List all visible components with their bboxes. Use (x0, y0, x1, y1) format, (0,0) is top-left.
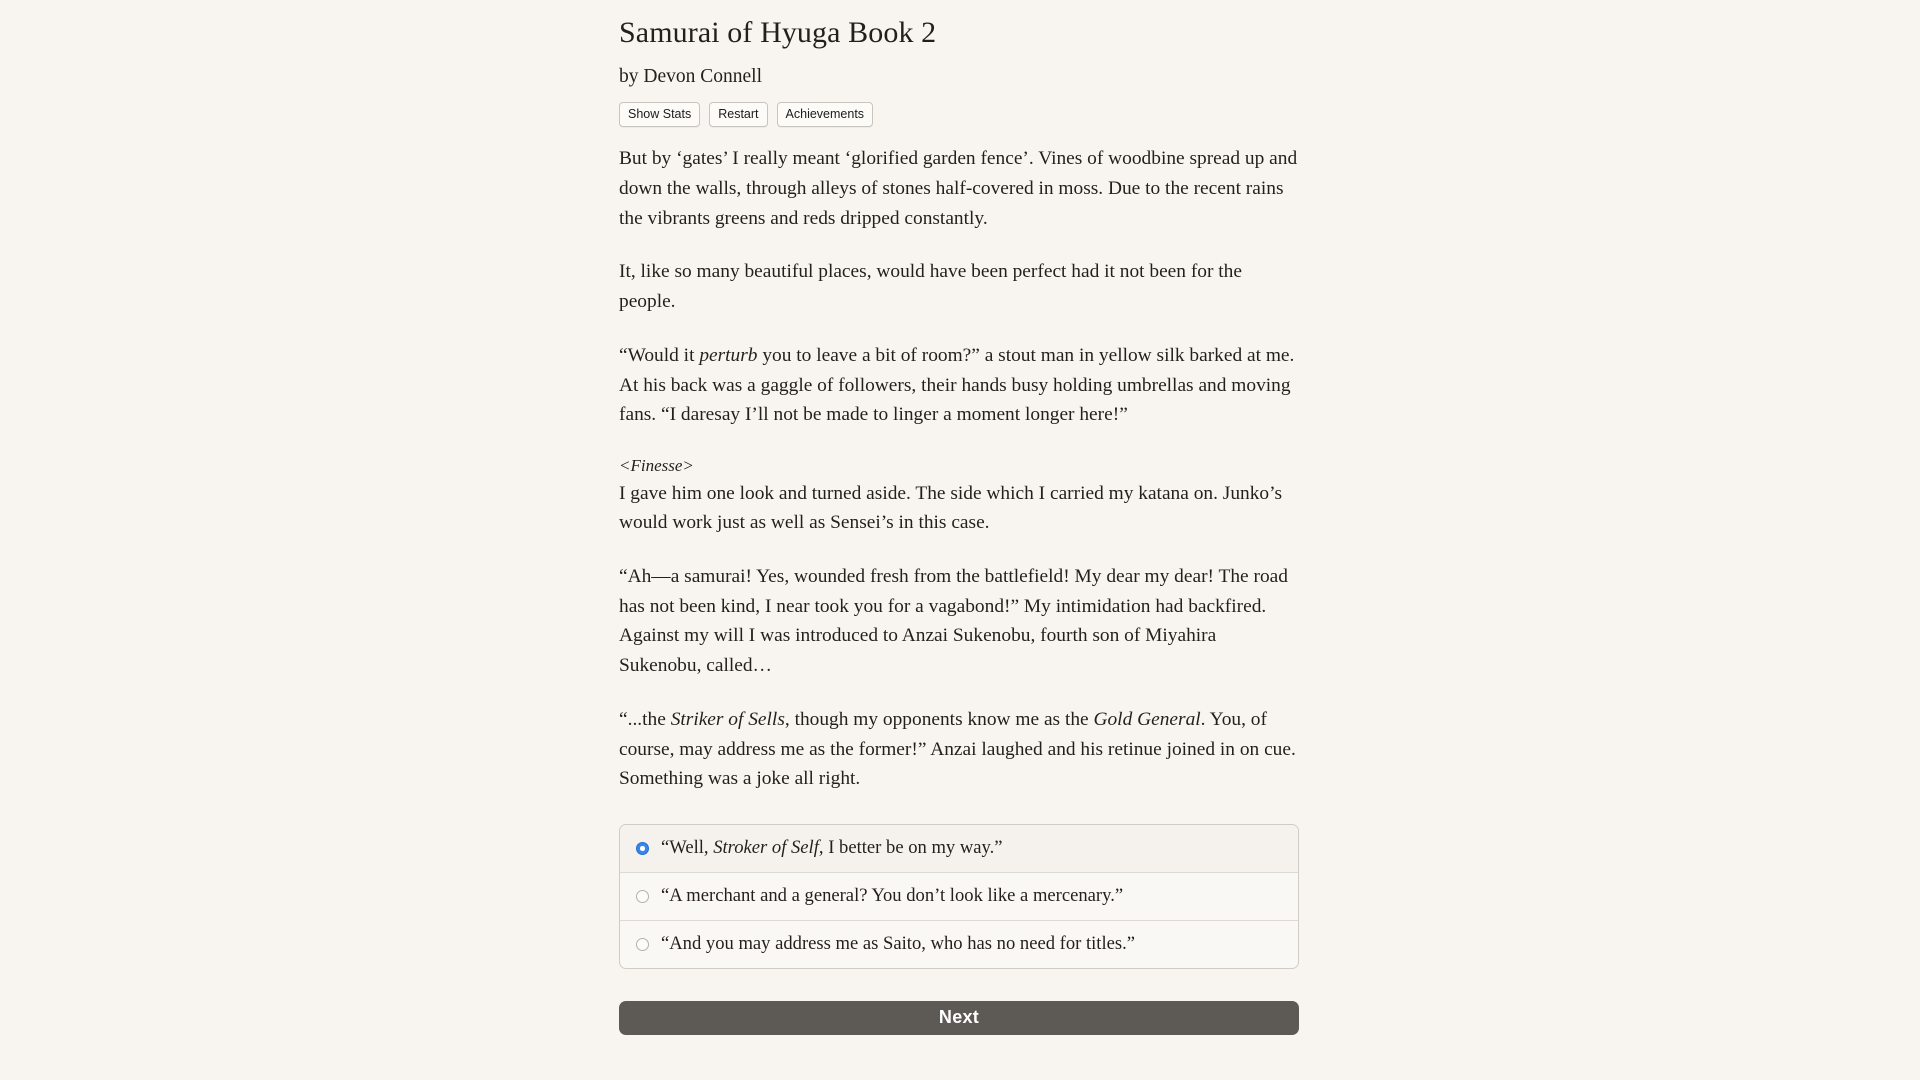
choice-option-1[interactable] (620, 825, 1298, 873)
radio-button-icon-2[interactable] (636, 890, 649, 903)
story-paragraph-1: But by ‘gates’ I really meant ‘glorified garden fence’. Vines of woodbine spread up and down the walls, through alleys of stones half-covered in moss. Due to the recent rains the vibrants greens and reds dripped constantly. (619, 148, 1298, 229)
paragraph-3-emphasis: perturb (699, 344, 758, 366)
achievements-button[interactable]: Achievements (777, 102, 874, 128)
story-paragraph-4 (619, 454, 1299, 538)
paragraph-6-emphasis-1: Striker of Sells (670, 708, 785, 730)
choice-1-segment-b: , I better be on my way.” (818, 837, 1003, 859)
paragraph-6-segment-a: “...the (619, 708, 671, 730)
story-paragraph-6 (619, 705, 1299, 794)
choice-1-emphasis: Stroker of Self (713, 837, 819, 859)
choice-list (619, 824, 1299, 969)
paragraph-6-emphasis-2: Gold General (1093, 708, 1201, 730)
show-stats-button[interactable]: Show Stats (619, 102, 700, 128)
content-container (619, 0, 1299, 1035)
next-button[interactable]: Next (619, 1001, 1299, 1035)
paragraph-3-segment-a: “Would it (619, 344, 700, 366)
nav-button-group (619, 102, 1299, 128)
choice-label-1 (661, 836, 1003, 860)
choice-option-2[interactable] (620, 873, 1298, 921)
paragraph-4-text: I gave him one look and turned aside. The side which I carried my katana on. Junko’s would work just as well as Sensei’s in this case. (619, 482, 1283, 534)
choice-label-3: “And you may address me as Saito, who has no need for titles.” (661, 933, 1136, 955)
radio-button-icon-3[interactable] (636, 938, 649, 951)
restart-button[interactable]: Restart (709, 102, 767, 128)
choice-1-segment-a: “Well, (661, 837, 714, 859)
choice-label-2: “A merchant and a general? You don’t look like a mercenary.” (661, 885, 1124, 907)
stat-change-tag: <Finesse> (619, 455, 694, 475)
story-paragraph-3 (619, 341, 1299, 430)
page-title: Samurai of Hyuga Book 2 (619, 16, 937, 49)
choice-option-3[interactable] (620, 921, 1298, 968)
story-text (619, 144, 1299, 793)
author-byline: by Devon Connell (619, 65, 762, 87)
paragraph-6-segment-b: , though my opponents know me as the (784, 708, 1094, 730)
paragraph-6-segment-c: . You, of course, may address me as the former!” Anzai laughed and his retinue joined in on cue. Something was a joke all right. (619, 708, 1296, 790)
paragraph-3-segment-b: you to leave a bit of room?” a stout man in yellow silk barked at me. At his back was a gaggle of followers, their hands busy holding umbrellas and moving fans. “I daresay I’ll not be made to linger a moment longer here!” (619, 344, 1295, 426)
story-paragraph-5: “Ah—a samurai! Yes, wounded fresh from the battlefield! My dear my dear! The road has not been kind, I near took you for a vagabond!” My intimidation had backfired. Against my will I was introduced to Anzai Sukenobu, fourth son of Miyahira Sukenobu, called… (619, 566, 1288, 677)
radio-button-icon-1[interactable] (636, 842, 649, 855)
story-paragraph-2: It, like so many beautiful places, would have been perfect had it not been for the people. (619, 261, 1242, 313)
